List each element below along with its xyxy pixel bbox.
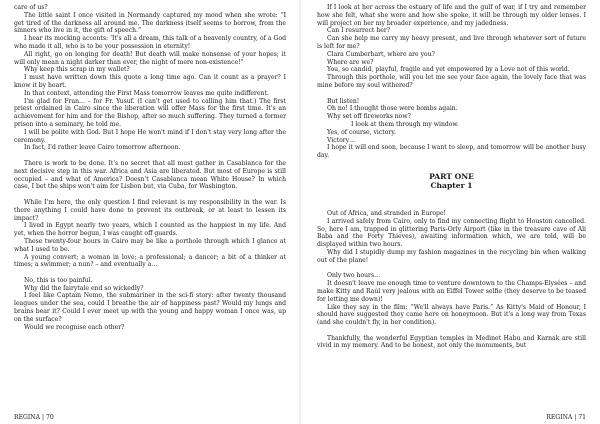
paragraph: Clara Cumberhart, where are you? bbox=[327, 50, 435, 58]
paragraph: Like they say in the film: “We'll always have Paris.” As Kitty's Maid of Honour, I should have suggested they came here on honeymoon. But it's a long way from Texas (and she couldn't fly, in her condition). bbox=[317, 303, 586, 327]
paragraph: I hear its mocking accents: ‘It's all a dream, this talk of a heavenly country, of a God who made it all, who is to be your possession in eternity! bbox=[14, 35, 286, 50]
right-page bbox=[300, 0, 600, 424]
right-page-body-top bbox=[317, 4, 586, 160]
paragraph: No, this is too painful. bbox=[24, 276, 93, 284]
part-heading: PART ONE bbox=[429, 171, 474, 181]
paragraph: The little saint I once visited in Normandy captured my mood when she wrote: “I get tired of the darkness all around me. The darkness itself seems to borrow, from the sinners who live in it, the gift of speech.” bbox=[14, 11, 286, 35]
paragraph: I lived in Egypt nearly two years, which I counted as the happiest in my life. And yet, when the horror begun, I was caught off guards. bbox=[14, 222, 286, 238]
paragraph: Why keep this scrap in my wallet? bbox=[24, 66, 130, 74]
paragraph: Why did the fairytale end so wickedly? bbox=[24, 284, 144, 292]
paragraph: Victory… bbox=[327, 136, 356, 144]
paragraph: Can I resurrect her? bbox=[327, 27, 391, 35]
paragraph: Can she help me carry my heavy present, and live through whatever sort of future is left for me? bbox=[317, 35, 586, 50]
paragraph: I feel like Captain Nemo, the submariner in the sci-fi story: after twenty thousand leagues under the sea, could I breathe the air of happiness past? Would my lungs and brains bear it? Could I ever meet up with the young and happy woman I once was, up on the surface? bbox=[14, 292, 286, 323]
paragraph: While I'm here, the only question I find relevant is my responsibility in the war. Is there anything I could have done to prevent its outbreak, or at least to lessen its impact? bbox=[14, 198, 286, 222]
paragraph: I'm glad for Fran... – for Fr. Yusuf. (I can't get used to calling him that.) The first priest ordained in Cairo since the liberation will offer Mass for the first time. It's an achievement for him and for the Bishop, after so much suffering. They turned a former prison into a seminary, he told me. bbox=[14, 97, 286, 128]
paragraph: Out of Africa, and stranded in Europe! bbox=[327, 209, 447, 217]
chapter-heading: Chapter 1 bbox=[430, 180, 473, 190]
paragraph: In fact, I'd rather leave Cairo tomorrow afternoon. bbox=[24, 144, 181, 152]
paragraph: But listen! bbox=[327, 97, 360, 105]
paragraph: Why did I stupidly dump my fashion magazines in the recycling bin when walking out of the plane! bbox=[317, 248, 586, 264]
paragraph: I look at them through my window. bbox=[351, 120, 459, 128]
paragraph: Why set off fireworks now? bbox=[327, 113, 411, 121]
left-page-body bbox=[14, 4, 286, 331]
paragraph: I arrived safely from Cairo, only to find my connecting flight to Houston cancelled. So, here I am, trapped in glittering Paris-Orly Airport (like in the treasure cave of Ali Baba and the Forty Thieves), awaiting information which, we are told, will be displayed within two hours. bbox=[317, 217, 586, 249]
left-page-folio: REGINA | 70 bbox=[14, 414, 54, 421]
paragraph: care of us? bbox=[14, 4, 48, 11]
paragraph: Would we recognise each other? bbox=[24, 323, 125, 331]
paragraph: Oh no! I thought those were bombs again. bbox=[327, 105, 458, 113]
paragraph: You, so candid, playful, fragile and yet empowered by a Love not of this world. bbox=[327, 66, 570, 74]
paragraph: Thankfully, the wonderful Egyptian temples in Medinet Habu and Karnak are still vivid in my memory. And to be honest, not only the monuments, but bbox=[317, 334, 586, 350]
paragraph: If I look at her across the estuary of life and the gulf of war, if I try and remember how she felt, what she wore and how she spoke, it will be through my older lenses. I will project on her my broader experience, and my jadedness. bbox=[317, 4, 586, 27]
paragraph: I will be polite with God. But I hope He won't mind if I don't stay very long after the ceremony. bbox=[14, 128, 286, 144]
paragraph: Through this porthole, will you let me see your face again, the lovely face that was mine before my soul withered? bbox=[317, 74, 586, 89]
right-page-folio: REGINA | 71 bbox=[546, 414, 586, 421]
paragraph: Where are we? bbox=[327, 58, 374, 66]
paragraph: Yes, of course, victory. bbox=[327, 128, 396, 136]
paragraph: There is work to be done. It's no secret that all must gather in Casablanca for the next decisive step in this war. Africa and Asia are liberated. But most of Europe is still occupied – and what of America? Doesn't Casablanca mean White House? In which case, I bet the ships won't aim for Lisbon but, via Cuba, for Washington. bbox=[14, 159, 286, 191]
paragraph: These twenty-four hours in Cairo may be like a porthole through which I glance at what I used to be. bbox=[14, 237, 286, 253]
paragraph: All right, go on longing for death! But death will make nonsense of your hopes; it will only mean a night darker than ever, the night of mere non-existence!” bbox=[14, 50, 286, 66]
right-page-body-bottom bbox=[317, 210, 586, 350]
paragraph: A young convert; a woman in love; a professional; a dancer; a bit of a thinker at times; a swimmer; a nun? – and eventually a… bbox=[14, 253, 286, 269]
paragraph: I must have written down this quote a long time ago. Can it count as a prayer? I know it by heart. bbox=[14, 74, 286, 89]
paragraph: Only two hours… bbox=[327, 272, 381, 280]
paragraph: It doesn't leave me enough time to venture downtown to the Champs-Elysées – and make Kitty and Raúl very jealous with an Eiffel Tower selfie (they deserve to be teased for letting me down)! bbox=[317, 280, 586, 303]
paragraph: In that context, attending the First Mass tomorrow leaves me quite indifferent. bbox=[24, 89, 269, 97]
paragraph: I hope it will end soon, because I want to sleep, and tomorrow will be another busy day. bbox=[317, 144, 586, 160]
